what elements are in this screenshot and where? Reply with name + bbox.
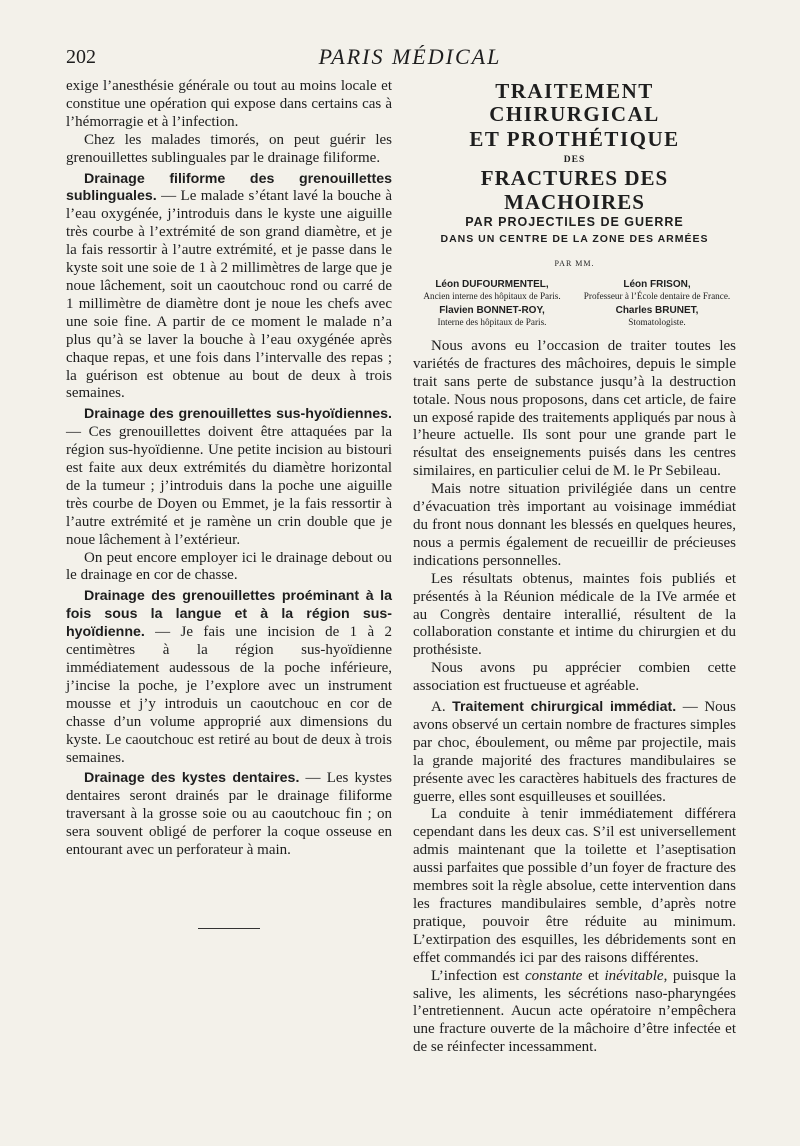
authors bbox=[413, 279, 736, 328]
author-role: Stomatologiste. bbox=[628, 316, 686, 327]
paragraph: exige l’anesthésie générale ou tout au moins locale et constitue une opération qui expose dans certains cas à l’hémorragie et à l’infection. bbox=[66, 78, 392, 130]
section-text: — Les kystes dentaires seront drainés par le drainage filiforme traversant à la grosse soie ou au caoutchouc fin ; on sera souvent obligé de perforer la coque osseuse en entourant avec un perforateur à main. bbox=[66, 770, 392, 859]
author-name: Léon DUFOURMENTEL, bbox=[435, 278, 549, 290]
emphasis: constante bbox=[524, 967, 583, 984]
section-heading: Drainage filiforme des grenouillettes sublinguales. bbox=[66, 170, 392, 205]
paragraph: On peut encore employer ici le drainage debout ou le drainage en cor de chasse. bbox=[66, 549, 392, 584]
section-text: — Nous avons observé un certain nombre de fractures simples par choc, éboulement, ou même par projectile, mais la grande majorité des fractures mandibulaires se présente avec les caractères habituels des fractures de guerre, elles sont esquilleuses et souillées. bbox=[413, 699, 736, 805]
section-traitement-immediat bbox=[413, 699, 736, 806]
article-title-block bbox=[413, 80, 736, 273]
section-text: — Le malade s’étant lavé la bouche à l’eau oxygénée, j’introduis dans le kyste une aiguille très courbe à l’extrémité de son grand diamètre, et je la fais ressortir à l’autre extrémité, et je passe dans le kyste soit une soie de 1 à 2 millimètres de large que je noue lâchement, soit un caoutchouc rond ou carré de 1 millimètre de diamètre dont je noue les chefs avec une soie fine. A partir de ce moment le malade n’a plus qu’à se laver la bouche à l’eau oxygénée après chaque repas, et une fois dans l’intervalle des repas ; la guérison est obtenue au bout de deux à trois semaines. bbox=[66, 188, 392, 402]
section-sublingual bbox=[66, 171, 392, 404]
section-sus-hyoidiennes bbox=[66, 406, 392, 549]
section-text: — Je fais une incision de 1 à 2 centimètres à la région sus-hyoïdienne immédiatement audessous de la poche inférieure, j’incise la poche, je l’explore avec un instrument mousse et j’y introduis un caoutchouc en cor de chasse d’un volume approprié aux dimensions du kyste. Le caoutchouc est retiré au bout de deux à trois semaines. bbox=[66, 624, 392, 766]
page-header bbox=[66, 44, 754, 76]
section-heading: Drainage des grenouillettes proéminant à la fois sous la langue et à la région sus-hyoïdienne. bbox=[66, 588, 392, 641]
section-text: — Ces grenouillettes doivent être attaquées par la région sus-hyoïdienne. Une petite incision au bistouri est faite aux deux extrémités du diamètre horizontal de la tumeur ; j’introduis dans la poche une aiguille très courbe de Doyen ou Emmet, je la fais ressortir à l’autre extrémité et je ramène un crin double que je noue lâchement à l’extérieur. bbox=[66, 424, 392, 548]
subtitle: DANS UN CENTRE DE LA ZONE DES ARMÉES bbox=[440, 233, 709, 245]
section-kystes-dentaires bbox=[66, 770, 392, 860]
left-column bbox=[66, 78, 392, 929]
page-number: 202 bbox=[66, 46, 96, 68]
section-proeminant bbox=[66, 588, 392, 767]
subtitle: PAR PROJECTILES DE GUERRE bbox=[465, 215, 684, 229]
title-line: TRAITEMENT CHIRURGICAL bbox=[489, 79, 660, 126]
running-title: PARIS MÉDICAL bbox=[318, 44, 502, 69]
paragraph: Les résultats obtenus, maintes fois publiés et présentés à la Réunion médicale de la IVe armée et au Congrès dentaire interallié, résultent de la collaboration constante et intime du chirurgien et du prothésiste. bbox=[413, 570, 736, 659]
text-run: L’infection est bbox=[431, 967, 525, 984]
paragraph-infection bbox=[413, 968, 736, 1058]
author-name: Flavien BONNET-ROY, bbox=[439, 304, 545, 316]
paragraph: Mais notre situation privilégiée dans un centre d’évacuation très important au voisinage immédiat du front nous donnant les blessés en quelques heures, nous a permis également de recueillir de précieuses indications personnelles. bbox=[413, 481, 736, 569]
paragraph: La conduite à tenir immédiatement différera cependant dans les deux cas. S’il est universellement admis maintenant que la toilette et l’aseptisation aussi parfaites que possible d’un foyer de fracture des membres soit la règle absolue, cette intervention dans les fractures mandibulaires semble, d’après notre pratique, pouvoir être réduite au minimum. L’extirpation des esquilles, les débridements sont en effet commandés ici par des raisons différentes. bbox=[413, 806, 736, 966]
title-connector: DES bbox=[563, 155, 586, 165]
author-role: Ancien interne des hôpitaux de Paris. bbox=[423, 290, 561, 301]
author-column bbox=[413, 279, 571, 328]
section-label: A. bbox=[431, 699, 453, 716]
text-run: et bbox=[582, 967, 605, 984]
right-column bbox=[413, 78, 736, 1057]
author-column bbox=[578, 279, 736, 328]
paragraph: Nous avons eu l’occasion de traiter toutes les variétés de fractures des mâchoires, depuis le simple trait sans perte de substance jusqu’à la destruction totale. Nous nous proposons, dans cet article, de faire un exposé rapide des traitements appliqués par nous à l’heure actuelle. Ils sont pour une grande part le résultat des enseignements puisés dans les centres similaires, en particulier celui de M. le Pr Sebileau. bbox=[413, 337, 736, 480]
separator-rule bbox=[198, 928, 260, 929]
author-name: Charles BRUNET, bbox=[615, 304, 699, 316]
paragraph: Nous avons pu apprécier combien cette association est fructueuse et agréable. bbox=[413, 660, 736, 695]
emphasis: inévitable bbox=[604, 967, 664, 984]
text-run: , puisque la salive, les aliments, les sécrétions naso-pharyngées l’entretiennent. Aucun acte opératoire n’empêchera une fracture ouverte de la mâchoire d’être infectée et de se réinfecter incessamment. bbox=[413, 967, 736, 1056]
section-heading: Drainage des kystes dentaires. bbox=[84, 770, 300, 787]
section-heading: Drainage des grenouillettes sus-hyoïdiennes. bbox=[84, 406, 392, 423]
author-role: Interne des hôpitaux de Paris. bbox=[437, 316, 547, 327]
author-role: Professeur à l’École dentaire de France. bbox=[583, 290, 731, 301]
title-line: ET PROTHÉTIQUE bbox=[469, 127, 680, 151]
author-name: Léon FRISON, bbox=[623, 278, 691, 290]
title-main: FRACTURES DES MACHOIRES bbox=[480, 166, 669, 214]
paragraph: Chez les malades timorés, on peut guérir les grenouillettes sublinguales par le drainage filiforme. bbox=[66, 131, 392, 166]
section-heading: Traitement chirurgical immédiat. bbox=[452, 699, 677, 716]
byline: PAR MM. bbox=[554, 259, 595, 268]
